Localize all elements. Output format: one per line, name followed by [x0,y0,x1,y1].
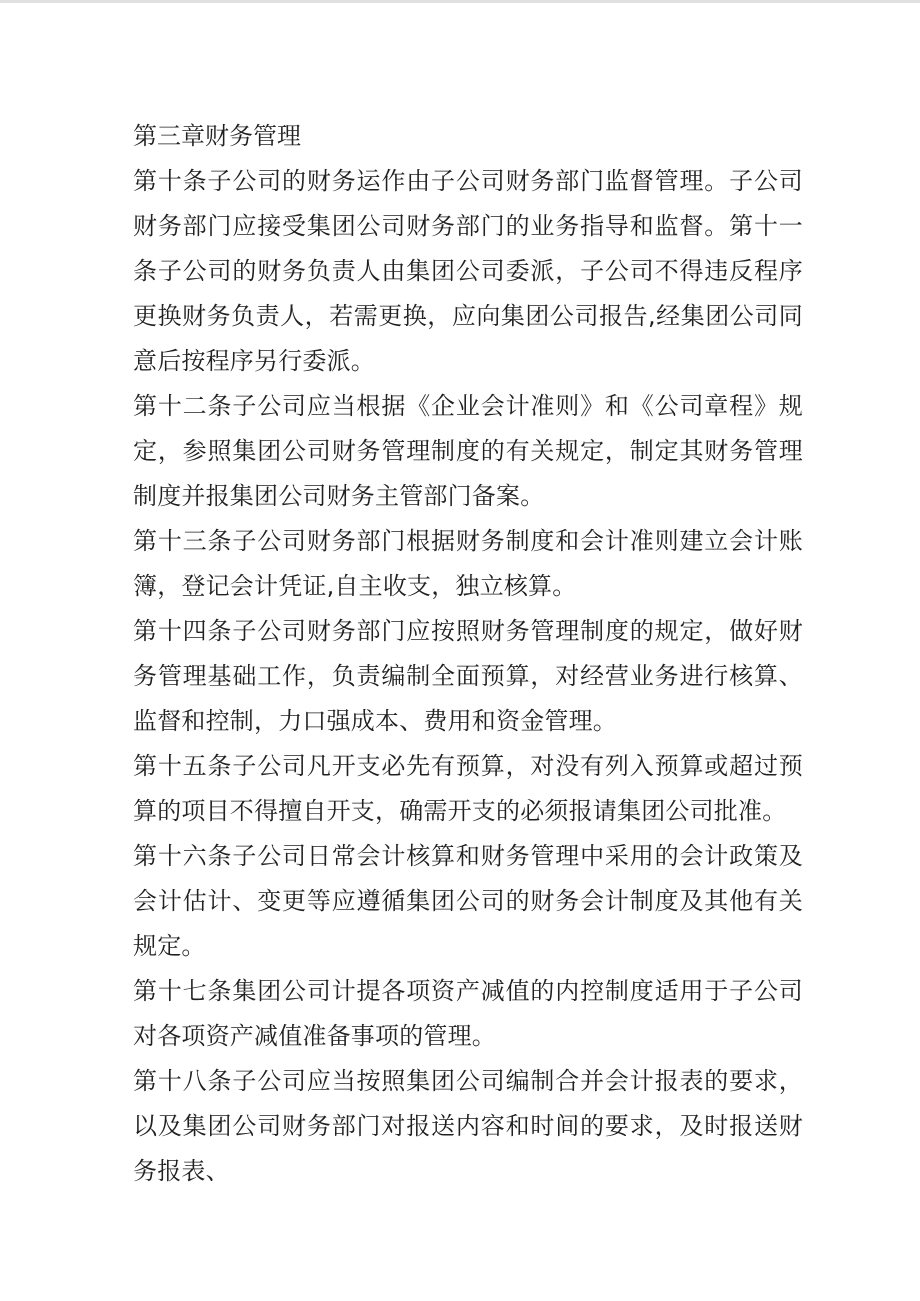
chapter-title: 第三章财务管理 [133,122,301,150]
article-paragraph-10-11: 第十条子公司的财务运作由子公司财务部门监督管理。子公司财务部门应接受集团公司财务部门的业务指导和监督。第十一条子公司的财务负责人由集团公司委派，子公司不得违反程序更换财务负责人，若需更换，应向集团公司报告,经集团公司同意后按程序另行委派。 [133,167,803,375]
article-paragraph-13: 第十三条子公司财务部门根据财务制度和会计准则建立会计账簿，登记会计凭证,自主收支，独立核算。 [133,527,803,600]
article-paragraph-14: 第十四条子公司财务部门应按照财务管理制度的规定，做好财务管理基础工作，负责编制全面预算，对经营业务进行核算、监督和控制，力口强成本、费用和资金管理。 [133,617,803,735]
top-divider [0,0,920,3]
article-paragraph-16: 第十六条子公司日常会计核算和财务管理中采用的会计政策及会计估计、变更等应遵循集团公司的财务会计制度及其他有关规定。 [133,842,803,960]
article-paragraph-12: 第十二条子公司应当根据《企业会计准则》和《公司章程》规定，参照集团公司财务管理制度的有关规定，制定其财务管理制度并报集团公司财务主管部门备案。 [133,392,803,510]
document-body [133,114,803,1194]
article-paragraph-17: 第十七条集团公司计提各项资产减值的内控制度适用于子公司对各项资产减值准备事项的管理。 [133,977,803,1050]
article-paragraph-15: 第十五条子公司凡开支必先有预算，对没有列入预算或超过预算的项目不得擅自开支，确需开支的必须报请集团公司批准。 [133,752,803,825]
article-paragraph-18: 第十八条子公司应当按照集团公司编制合并会计报表的要求，以及集团公司财务部门对报送内容和时间的要求，及时报送财务报表、 [133,1067,803,1185]
